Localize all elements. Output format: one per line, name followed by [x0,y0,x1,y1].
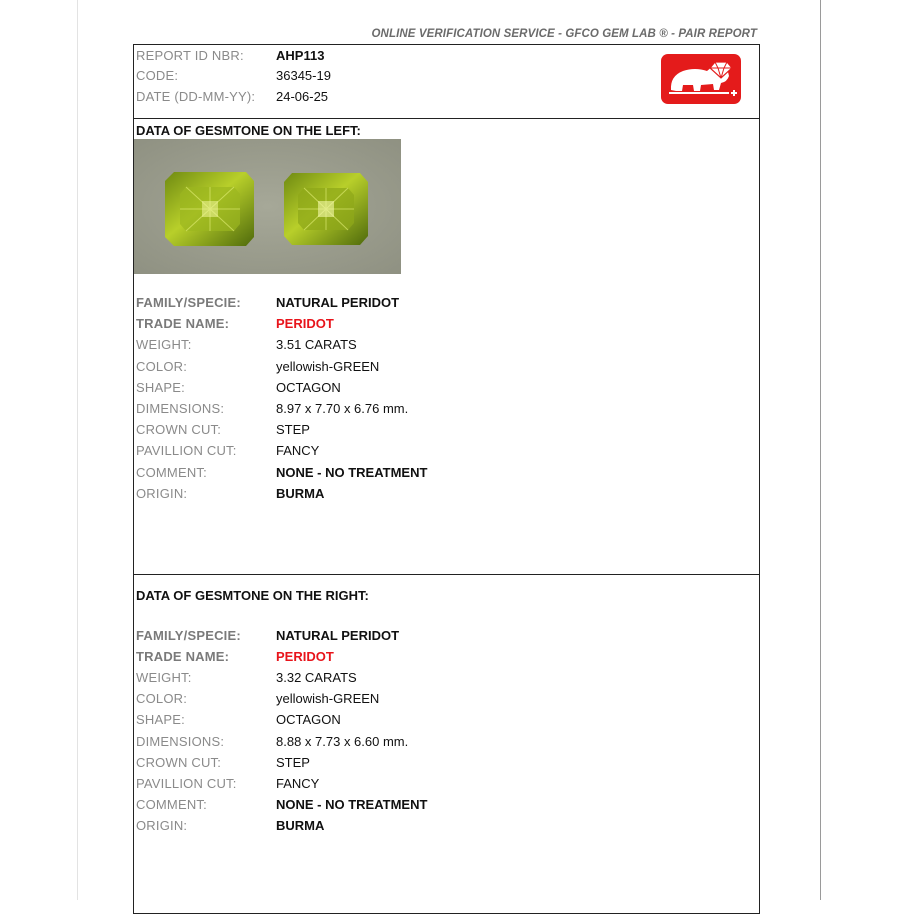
report-id-value: AHP113 [276,48,325,63]
report-frame [133,44,760,914]
detail-value: BURMA [276,817,325,833]
service-header: ONLINE VERIFICATION SERVICE - GFCO GEM LAB ® - PAIR REPORT [371,28,757,40]
report-id-label: REPORT ID NBR: [136,48,244,63]
detail-value: yellowish-GREEN [276,358,380,374]
right-section-title: DATA OF GESMTONE ON THE RIGHT: [136,588,369,603]
detail-label: COMMENT: [136,796,207,812]
detail-value: BURMA [276,485,325,501]
code-label: CODE: [136,68,179,83]
elephant-gem-logo-icon [661,54,741,104]
detail-label: WEIGHT: [136,337,192,353]
detail-label: PAVILLION CUT: [136,775,237,791]
detail-label: COLOR: [136,691,188,707]
detail-value: STEP [276,422,310,438]
detail-value: FANCY [276,443,320,459]
detail-label: COMMENT: [136,464,207,480]
detail-value: 8.97 x 7.70 x 6.76 mm. [276,401,409,416]
detail-label: FAMILY/SPECIE: [136,295,241,310]
detail-label: SHAPE: [136,379,185,395]
detail-value: yellowish-GREEN [276,691,380,707]
detail-value: OCTAGON [276,712,341,728]
detail-label: COLOR: [136,358,188,374]
detail-label: PAVILLION CUT: [136,443,237,459]
detail-label: CROWN CUT: [136,422,222,438]
detail-label: FAMILY/SPECIE: [136,628,241,643]
divider-middle [134,574,759,575]
code-value: 36345-19 [276,68,331,83]
detail-label: ORIGIN: [136,485,188,501]
detail-label: DIMENSIONS: [136,401,225,416]
page-edge-left [77,0,78,900]
detail-value: NATURAL PERIDOT [276,295,400,310]
detail-value: PERIDOT [276,649,334,665]
gemstone-pair-photo [134,139,401,274]
detail-label: CROWN CUT: [136,754,222,770]
date-label: DATE (DD-MM-YY): [136,89,256,104]
detail-label: DIMENSIONS: [136,733,225,749]
detail-value: NATURAL PERIDOT [276,628,400,643]
detail-value: 3.51 CARATS [276,337,357,353]
detail-value: 3.32 CARATS [276,670,357,686]
detail-value: OCTAGON [276,379,341,395]
detail-value: FANCY [276,775,320,791]
detail-value: STEP [276,754,310,770]
detail-label: ORIGIN: [136,817,188,833]
date-value: 24-06-25 [276,89,329,104]
divider-top [134,118,759,119]
detail-value: 8.88 x 7.73 x 6.60 mm. [276,733,409,749]
left-section-title: DATA OF GESMTONE ON THE LEFT: [136,123,361,138]
page-edge-right [820,0,821,900]
detail-label: WEIGHT: [136,670,192,686]
detail-label: SHAPE: [136,712,185,728]
detail-label: TRADE NAME: [136,649,230,665]
detail-value: PERIDOT [276,316,334,332]
detail-value: NONE - NO TREATMENT [276,796,428,812]
detail-label: TRADE NAME: [136,316,230,332]
detail-value: NONE - NO TREATMENT [276,464,428,480]
